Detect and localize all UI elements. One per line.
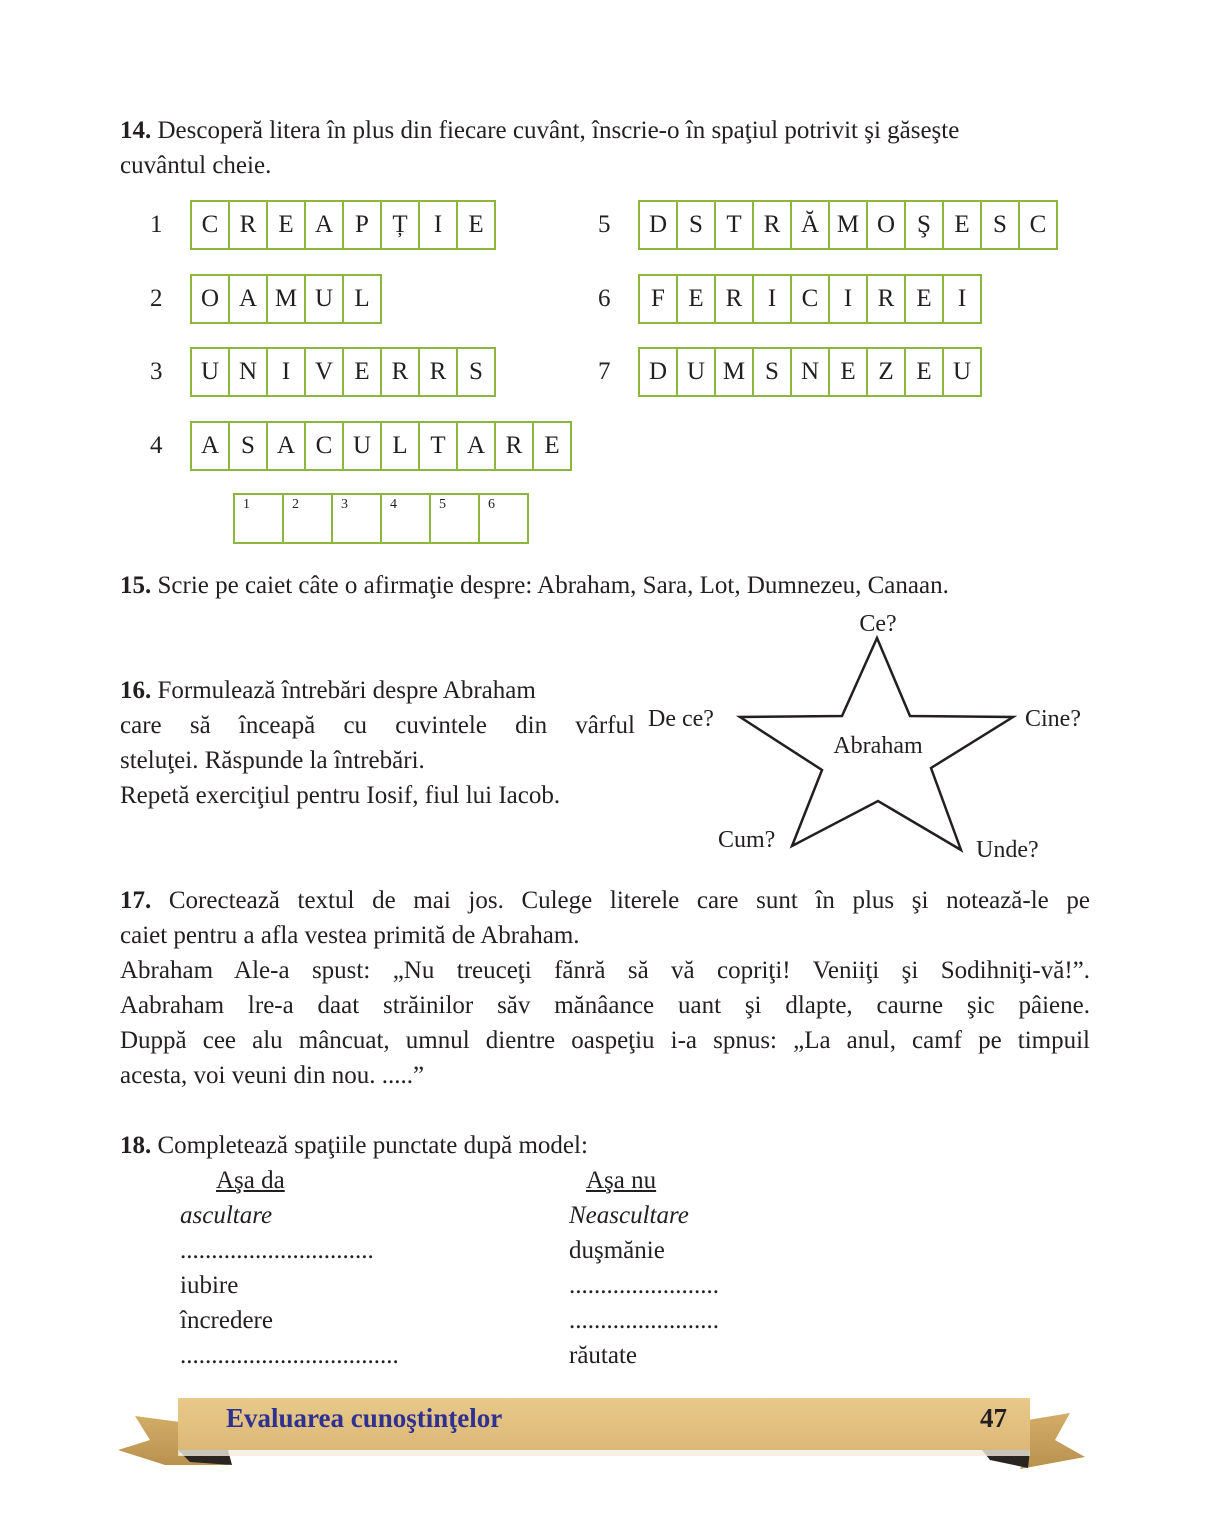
word-right: Neascultare [569,1202,689,1229]
exercise-16-line-4: Repetă exerciţiul pentru Iosif, fiul lui Iacob. [120,782,561,809]
letter-cell: E [544,432,560,459]
letter-cell: M [716,349,754,395]
star-right-label: Cine? [1025,706,1081,732]
puzzle-word-5 [590,200,1058,250]
letter-cells [638,274,982,324]
letter-cell: E [268,202,306,248]
exercise-17-text-line-2: Aabraham lre-a daat străinilor săv mănâance uant şi dlapte, caurne şic pâiene. [120,992,1090,1019]
letter-cell: T [420,423,458,469]
keyword-slot[interactable] [333,495,382,542]
keyword-slot-index: 1 [243,497,250,512]
letter-cell: A [268,423,306,469]
keyword-answer-grid[interactable] [233,493,529,544]
exercise-17-line-2: caiet pentru a afla vestea primită de Abraham. [120,922,580,949]
keyword-slot[interactable] [431,495,480,542]
exercise-number: 14. [120,117,152,144]
letter-cell: U [192,349,230,395]
letter-cell: E [906,276,944,322]
letter-cell: U [306,276,344,322]
puzzle-word-number: 4 [150,432,163,459]
keyword-slot[interactable] [235,495,284,542]
letter-cell: I [420,202,458,248]
letter-cell: I [754,276,792,322]
letter-cell: S [469,358,483,385]
letter-cell: N [230,349,268,395]
star-bottom-left-label: Cum? [718,827,776,853]
exercise-18-instruction: 18. Completează spaţiile punctate după model: [120,1132,588,1159]
letter-cell: E [468,211,484,238]
letter-cell: R [496,423,534,469]
footer-section-title: Evaluarea cunoştinţelor [226,1403,503,1433]
letter-cell: I [268,349,306,395]
word-left: iubire [180,1272,239,1299]
letter-cell: C [1029,211,1047,238]
puzzle-word-number: 3 [150,358,163,385]
letter-cell: C [306,423,344,469]
letter-cell: A [458,423,496,469]
letter-cell: P [344,202,382,248]
exercise-17-text-line-1: Abraham Ale-a spust: „Nu treuceţi fănră să vă copriţi! Veniiţi şi Sodihniţi-vă!”. [120,957,1090,984]
letter-cell: S [982,202,1020,248]
exercise-16-line-3: steluţei. Răspunde la întrebări. [120,747,425,774]
letter-cell: S [754,349,792,395]
letter-cell: Ş [906,202,944,248]
blank-field-left[interactable]: ............................... [180,1237,374,1264]
star-left-label: De ce? [648,706,714,732]
letter-cell: F [640,276,678,322]
letter-cell: E [906,349,944,395]
puzzle-word-number: 5 [598,211,611,238]
letter-cell: N [792,349,830,395]
letter-cell: O [192,276,230,322]
letter-cell: U [952,358,972,385]
letter-cell: Ț [382,202,420,248]
letter-cell: U [344,423,382,469]
puzzle-word-6 [590,274,982,324]
keyword-slot[interactable] [382,495,431,542]
exercise-17-line-1: 17. Corectează textul de mai jos. Culege literele care sunt în plus şi notează-le pe [120,887,1090,914]
letter-cell: E [678,276,716,322]
letter-cell: A [230,276,268,322]
puzzle-word-number: 7 [598,358,611,385]
letter-cell: A [192,423,230,469]
letter-cell: Z [868,349,906,395]
letter-cells [638,347,982,397]
puzzle-word-4 [142,421,572,471]
exercise-14-instruction-cont: cuvântul cheie. [120,152,272,179]
star-center-label: Abraham [833,733,923,759]
letter-cell: U [678,349,716,395]
puzzle-word-number: 2 [150,285,163,312]
letter-cell: T [716,202,754,248]
question-star-diagram [640,605,1100,865]
star-top-label: Ce? [859,611,897,637]
letter-cell: C [792,276,830,322]
exercise-number: 16. [120,677,152,704]
puzzle-word-3 [142,347,496,397]
letter-cell: M [268,276,306,322]
letter-cells [190,274,382,324]
letter-cell: M [830,202,868,248]
star-bottom-right-label: Unde? [976,837,1039,863]
letter-cell: R [420,349,458,395]
keyword-slot-index: 5 [439,497,446,512]
exercise-number: 15. [120,572,152,599]
puzzle-word-1 [142,200,496,250]
letter-cell: R [754,202,792,248]
letter-cell: L [382,423,420,469]
keyword-slot-index: 4 [390,497,397,512]
letter-cell: S [230,423,268,469]
letter-cell: V [306,349,344,395]
letter-cell: R [230,202,268,248]
exercise-16-line-1: 16. Formulează întrebări despre Abraham [120,677,536,704]
blank-field-right[interactable]: ........................ [569,1272,719,1299]
keyword-slot[interactable] [480,495,527,542]
exercise-16-line-2: care să înceapă cu cuvintele din vârful [120,712,635,739]
letter-cell: R [382,349,420,395]
letter-cell: A [306,202,344,248]
letter-cell: E [344,349,382,395]
blank-field-right[interactable]: ........................ [569,1307,719,1334]
letter-cell: D [640,202,678,248]
column-header-no: Aşa nu [586,1167,657,1194]
blank-field-left[interactable]: ................................... [180,1342,399,1369]
letter-cell: E [830,349,868,395]
exercise-number: 17. [120,887,152,914]
word-right: duşmănie [569,1237,665,1264]
letter-cell: C [192,202,230,248]
letter-cell: R [868,276,906,322]
letter-cell: S [678,202,716,248]
exercise-14-instruction: 14. Descoperă litera în plus din fiecare cuvânt, înscrie-o în spaţiul potrivit şi găseşte [120,117,960,144]
word-right: răutate [569,1342,638,1369]
keyword-slot-index: 3 [341,497,348,512]
word-left: ascultare [180,1202,273,1229]
keyword-slot-index: 6 [488,497,495,512]
exercise-15-instruction: 15. Scrie pe caiet câte o afirmaţie despre: Abraham, Sara, Lot, Dumnezeu, Canaan. [120,572,949,599]
puzzle-word-7 [590,347,982,397]
exercise-number: 18. [120,1132,152,1159]
letter-cells [190,421,572,471]
letter-cells [190,347,496,397]
column-header-yes: Aşa da [216,1167,285,1194]
exercise-17-text-line-4: acesta, voi veuni din nou. .....” [120,1062,425,1089]
puzzle-word-number: 1 [150,211,163,238]
letter-cell: L [354,285,370,312]
letter-cells [638,200,1058,250]
letter-cells [190,200,496,250]
page-number: 47 [980,1403,1007,1433]
keyword-slot[interactable] [284,495,333,542]
puzzle-word-number: 6 [598,285,611,312]
puzzle-word-2 [142,274,382,324]
letter-cell: E [944,202,982,248]
exercise-17-text-line-3: Duppă cee alu mâncuat, umnul dientre oaspeţiu i-a spnus: „La anul, camf pe timpuil [120,1027,1090,1054]
word-left: încredere [180,1307,273,1334]
letter-cell: O [868,202,906,248]
letter-cell: D [640,349,678,395]
keyword-slot-index: 2 [292,497,299,512]
letter-cell: I [830,276,868,322]
letter-cell: I [957,285,967,312]
letter-cell: Ă [792,202,830,248]
letter-cell: R [716,276,754,322]
